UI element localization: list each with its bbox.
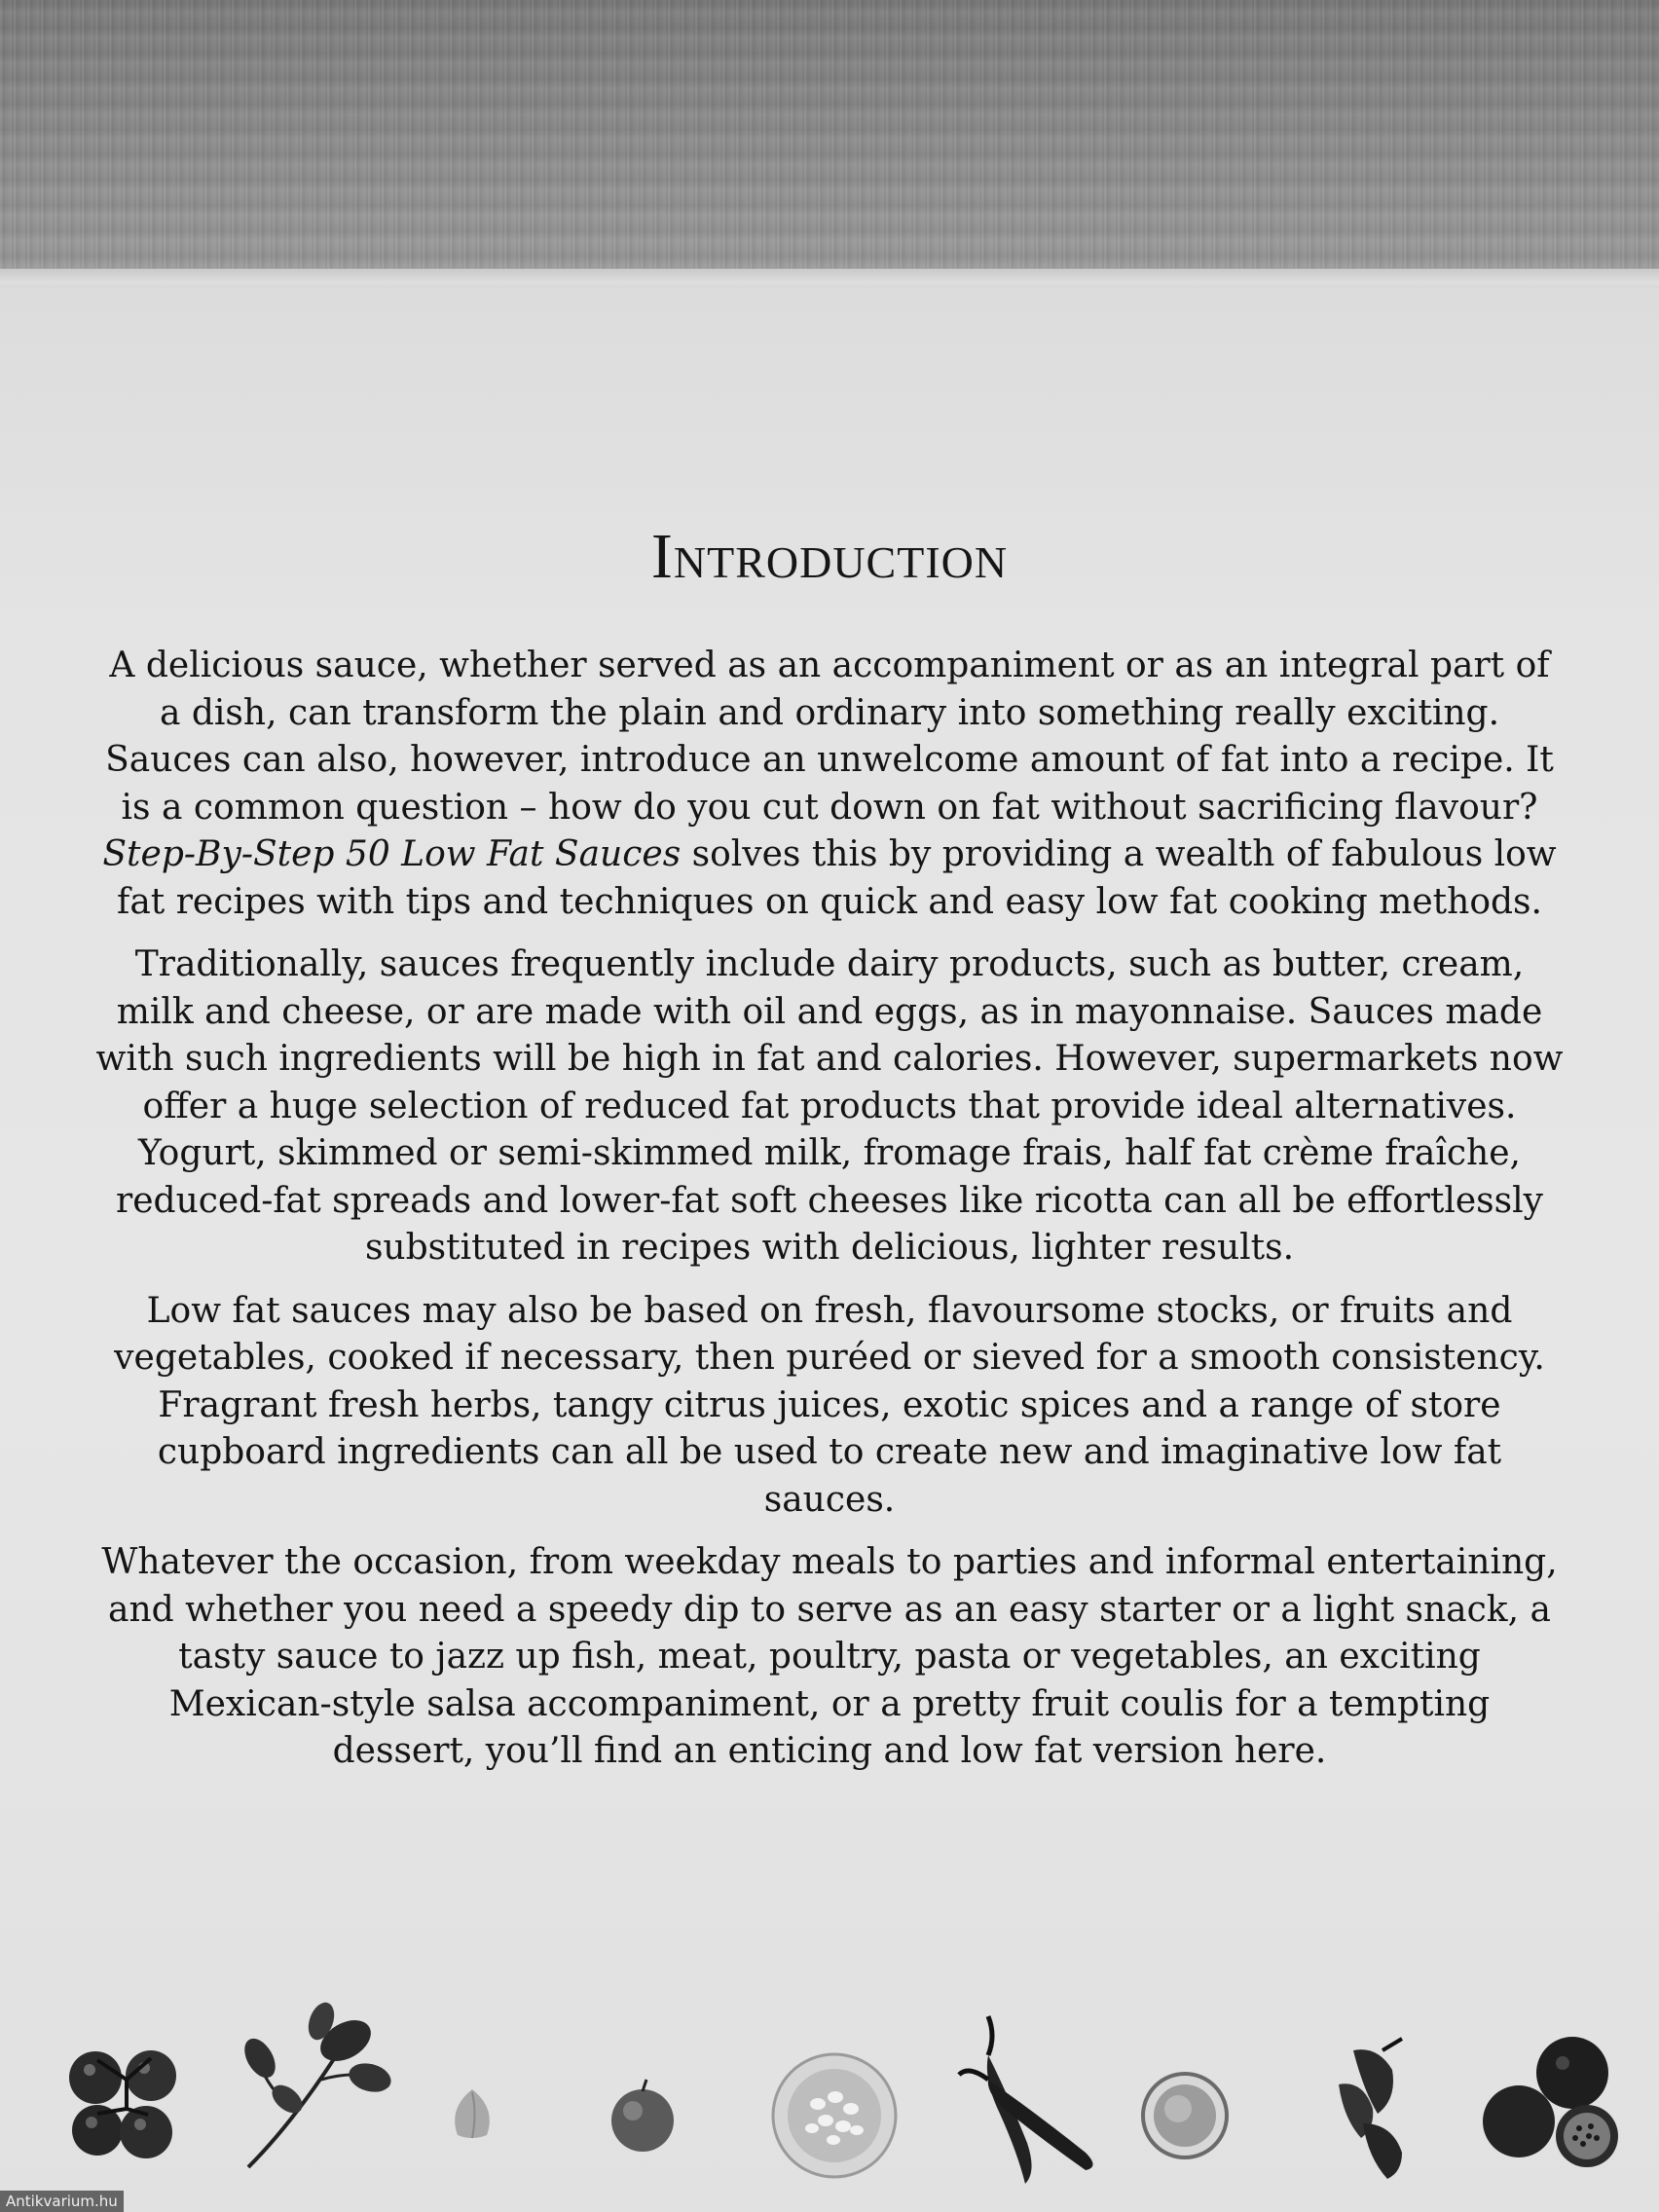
paragraph-2: Traditionally, sauces frequently include dairy products, such as butter, cream, milk and cheese, or are made with oil and eggs, as in mayonnaise. Sauces made with such ingredients will be high in fat and calories. However, supermarkets now offer a huge selection of reduced fat products that provide ideal alternatives. Yogurt, skimmed or semi-skimmed milk, fromage frais, half fat crème fraîche, reduced-fat spreads and lower-fat soft cheeses like ricotta can all be effortlessly substituted in recipes with delicious, lighter results. [95,944,1564,1268]
herb-sprig-icon [229,2002,394,2177]
ingredient-icon-row [0,1982,1659,2196]
wooden-table-background [0,0,1659,282]
garlic-clove-icon [443,2084,501,2143]
paragraph-1-end: solves this by providing a wealth of fabulous low fat recipes with tips and techniques on quick and easy low fat cooking methods. [117,834,1557,922]
book-page [0,288,1659,2212]
apple-icon [604,2078,682,2156]
chilli-peppers-icon [949,2007,1105,2192]
introduction-text [93,643,1566,1791]
jalapeno-peppers-icon [1324,2031,1431,2187]
page-title: Introduction [650,521,1009,592]
book-title-italic: Step-By-Step 50 Low Fat Sauces [102,834,682,874]
paragraph-1-start: A delicious sauce, whether served as an accompaniment or as an integral part of a dish, can transform the plain and ordinary into something really exciting. Sauces can also, however, introduce an unwelcome amount of fat into a recipe. It is a common question – how do you cut down on fat without sacrificing flavour? [105,645,1554,828]
passion-fruits-icon [1480,2029,1626,2175]
watermark: Antikvarium.hu [0,2191,124,2212]
glass-of-oil-icon [1139,2070,1232,2162]
paragraph-4: Whatever the occasion, from weekday meals to parties and informal entertaining, and whether you need a speedy dip to serve as an easy starter or a light snack, a tasty sauce to jazz up fish, meat, poultry, pasta or vegetables, an exciting Mexican-style salsa accompaniment, or a pretty fruit coulis for a tempting dessert, you’ll find an enticing and low fat version here. [101,1542,1558,1771]
paragraph-3: Low fat sauces may also be based on fresh, flavoursome stocks, or fruits and vegetables, cooked if necessary, then puréed or sieved for a smooth consistency. Fragrant fresh herbs, tangy citrus juices, exotic spices and a range of store cupboard ingredients can all be used to create new and imaginative low fat sauces. [114,1290,1545,1520]
paragraph-1 [93,643,1566,926]
bowl-of-beans-icon [769,2050,901,2182]
tomatoes-icon [58,2041,195,2177]
